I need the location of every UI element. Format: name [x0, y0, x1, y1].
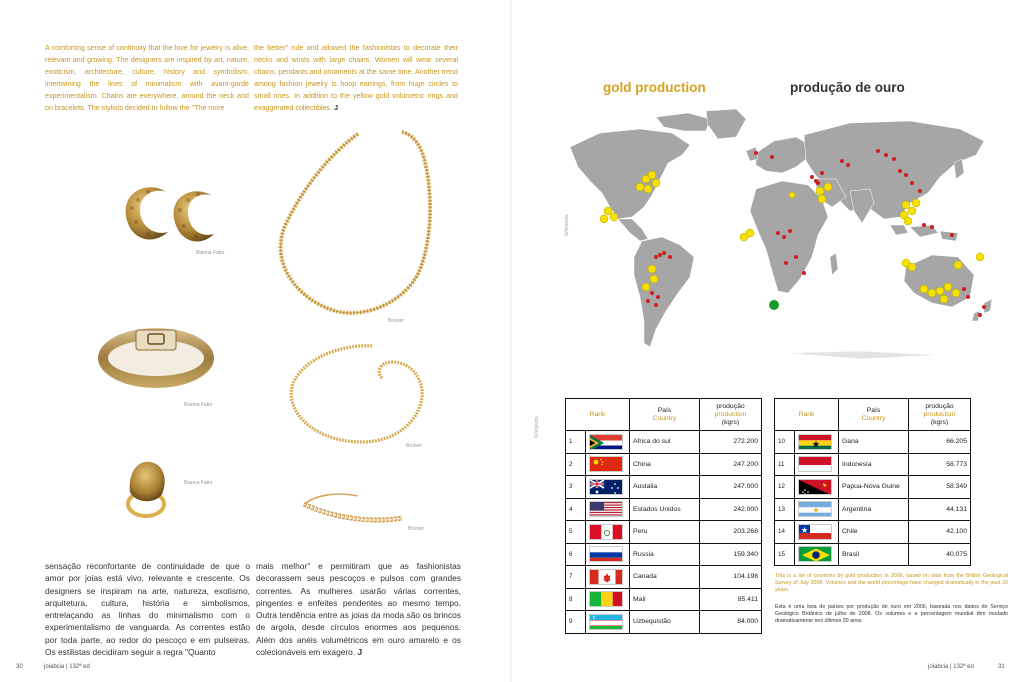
table-row: [566, 543, 762, 566]
flag-cell: [586, 498, 630, 521]
flag-cell: [586, 588, 630, 611]
flag-cell: [586, 476, 630, 499]
english-text-column-2: [254, 42, 458, 115]
chile-flag-icon: [798, 524, 832, 540]
ring-credit: Bianna Fatto: [184, 480, 213, 486]
magazine-footer-right: joiabcia | 132ª ed: [928, 664, 974, 670]
country-cell: Argentina: [839, 498, 909, 521]
production-cell: 247.000: [700, 476, 762, 499]
english-text-column-1: A comforting sense of continuity that the love for jewelry is alive, relevant and growing. The designers are inspired by art, nature, exoticism, architecture, culture, history and symbolism, intertwining the lines of minimalism with avant-garde experimentalism. Chains are everywhere, around the neck and on bracelets. The stylists decided to follow the "The more: [45, 44, 249, 113]
map-credit: Wikipédia: [564, 214, 570, 236]
tennis-bracelet-credit: Brünier: [408, 526, 425, 532]
production-cell: 40.075: [909, 543, 971, 566]
country-cell: Austalia: [630, 476, 700, 499]
flag-cell: [586, 566, 630, 589]
flag-cell: [586, 453, 630, 476]
country-cell: Brasil: [839, 543, 909, 566]
map-title-english: gold production: [603, 80, 706, 95]
table-row: [566, 498, 762, 521]
portuguese-text-column-2-body: mais melhor" e permitiram que as fashionistas decorassem seus pescoços e pulsos com grandes correntes. As mulheres usarão várias correntes, pingentes e enfeites pendentes ao mesmo tempo. Outra tendência entre as joias da moda são os brincos de argola, desde círculos enormes aos pequenos. Além dos anéis volumétricos em ouro amarelo e os colecionáveis em exagero.: [256, 561, 461, 658]
uzbekistan-flag-icon: [589, 614, 623, 630]
page-number-right: 31: [998, 664, 1005, 670]
country-cell: Indonesia: [839, 453, 909, 476]
peru-flag-icon: [589, 524, 623, 540]
earrings-credit: Bianna Fatto: [196, 250, 225, 256]
flag-cell: [795, 476, 839, 499]
table-row: [775, 453, 971, 476]
rank-cell: 9: [566, 611, 586, 634]
canada-flag-icon: [589, 569, 623, 585]
rank-cell: 8: [566, 588, 586, 611]
bracelet-credit: Bianna Fatto: [184, 402, 213, 408]
production-header: produção production (kgrs): [909, 399, 971, 431]
table-row: [566, 521, 762, 544]
indonesia-flag-icon: [798, 456, 832, 472]
table-row: [775, 498, 971, 521]
china-flag-icon: [589, 456, 623, 472]
short-necklace-credit: Brünier: [406, 443, 423, 449]
flag-cell: [795, 453, 839, 476]
long-necklace-photo: [262, 128, 452, 328]
production-cell: 203.268: [700, 521, 762, 544]
production-cell: 66.205: [909, 431, 971, 454]
rank-cell: 1: [566, 431, 586, 454]
country-cell: Papua-Nova Guine: [839, 476, 909, 499]
flag-cell: [795, 521, 839, 544]
table-note-portuguese: Esta é uma lista de países por produção de ouro em 2006, baseada nos dados do Serviço Geológico Britânico de julho de 2008. Os volumes e a percentagem mundial têm mudado dramaticamente nos últimos 20 anos.: [775, 604, 1008, 625]
rank-cell: 13: [775, 498, 795, 521]
country-cell: China: [630, 453, 700, 476]
tennis-bracelet-photo: [298, 488, 410, 534]
production-cell: 272.200: [700, 431, 762, 454]
country-header: País Country: [839, 399, 909, 431]
papua-new-guinea-flag-icon: [798, 479, 832, 495]
country-cell: Estados Unidos: [630, 498, 700, 521]
flag-cell: [795, 431, 839, 454]
production-cell: 58.349: [909, 476, 971, 499]
country-cell: Africa do sul: [630, 431, 700, 454]
end-mark: J: [334, 104, 339, 113]
argentina-flag-icon: [798, 501, 832, 517]
production-cell: 84.000: [700, 611, 762, 634]
mali-flag-icon: [589, 591, 623, 607]
table-row: [566, 476, 762, 499]
world-map-svg: [560, 107, 995, 365]
rank-cell: 11: [775, 453, 795, 476]
flag-cell: [586, 431, 630, 454]
production-cell: 104.198: [700, 566, 762, 589]
rank-cell: 4: [566, 498, 586, 521]
long-necklace-credit: Brünier: [388, 318, 405, 324]
table-row: [775, 476, 971, 499]
country-cell: Uzbequistão: [630, 611, 700, 634]
flag-cell: [795, 543, 839, 566]
brazil-flag-icon: [798, 546, 832, 562]
production-cell: 247.200: [700, 453, 762, 476]
portuguese-text-column-1: sensação reconfortante de continuidade de que o amor por joias está vivo, relevante e crescente. Os designers se inspiram na arte, natureza, exotismo, arquitetura, cultura, história e simbolismos, entrelaçando as linhas do minimalismo com o experimentalismo de vanguarda. As correntes estão por toda parte, ao redor do pescoço e em pulseiras. Os estilistas decidiram seguir a regra "Quanto: [45, 561, 250, 658]
australia-flag-icon: [589, 479, 623, 495]
gold-production-table-2: [774, 398, 971, 566]
flag-cell: [586, 521, 630, 544]
end-mark: J: [357, 647, 363, 658]
country-header: País Country: [630, 399, 700, 431]
rank-cell: 12: [775, 476, 795, 499]
flag-cell: [586, 611, 630, 634]
table-credit: Wikipédia: [534, 416, 540, 438]
south-africa-flag-icon: [589, 434, 623, 450]
rank-cell: 10: [775, 431, 795, 454]
production-cell: 58.773: [909, 453, 971, 476]
table-row: [566, 431, 762, 454]
english-text-column-2-body: the better" rule and allowed the fashionistas to decorate their necks and wrists with large chains. Women will wear several chains, pendants and ornaments at the same time. Another trend among fashion jewelry is hoop earrings, from huge circles to small ones. In addition to the yellow gold volumetric rings and exaggerated collectibles.: [254, 44, 458, 113]
bracelet-photo: [96, 318, 216, 394]
map-title-portuguese: produção de ouro: [790, 80, 905, 95]
short-necklace-photo: [282, 338, 432, 450]
table-note-english: This is a list of countries by gold production in 2006, based on data from the British Geological Survey of July 2008. Volumes and the world percentage have changed dramatically in the past 20 years.: [775, 573, 1008, 594]
table-row: [775, 521, 971, 544]
table-row: [775, 543, 971, 566]
rank-cell: 5: [566, 521, 586, 544]
rank-cell: 15: [775, 543, 795, 566]
table-row: [566, 611, 762, 634]
ring-photo: [120, 456, 174, 522]
gold-production-table-1: [565, 398, 762, 634]
rank-cell: 7: [566, 566, 586, 589]
production-cell: 85.411: [700, 588, 762, 611]
magazine-footer: joiabcia | 132ª ed: [44, 664, 90, 670]
world-map: [560, 107, 995, 365]
south-africa-marker: [769, 300, 779, 310]
rank-cell: 14: [775, 521, 795, 544]
country-cell: Gana: [839, 431, 909, 454]
country-cell: Russia: [630, 543, 700, 566]
country-cell: Canada: [630, 566, 700, 589]
production-cell: 159.340: [700, 543, 762, 566]
production-cell: 242.000: [700, 498, 762, 521]
rank-cell: 2: [566, 453, 586, 476]
portuguese-text-column-2: [256, 560, 461, 658]
production-cell: 44.131: [909, 498, 971, 521]
country-cell: Chile: [839, 521, 909, 544]
rank-cell: 3: [566, 476, 586, 499]
rank-cell: 6: [566, 543, 586, 566]
rank-header: Rank: [566, 399, 630, 431]
production-cell: 42.100: [909, 521, 971, 544]
flag-cell: [795, 498, 839, 521]
earrings-photo: [118, 178, 218, 250]
page-number: 30: [16, 664, 23, 670]
table-row: [566, 566, 762, 589]
country-cell: Mali: [630, 588, 700, 611]
russia-flag-icon: [589, 546, 623, 562]
production-header: produção production (kgrs): [700, 399, 762, 431]
table-row: [566, 588, 762, 611]
rank-header: Rank: [775, 399, 839, 431]
table-row: [566, 453, 762, 476]
country-cell: Peru: [630, 521, 700, 544]
usa-flag-icon: [589, 501, 623, 517]
table-row: [775, 431, 971, 454]
flag-cell: [586, 543, 630, 566]
ghana-flag-icon: [798, 434, 832, 450]
